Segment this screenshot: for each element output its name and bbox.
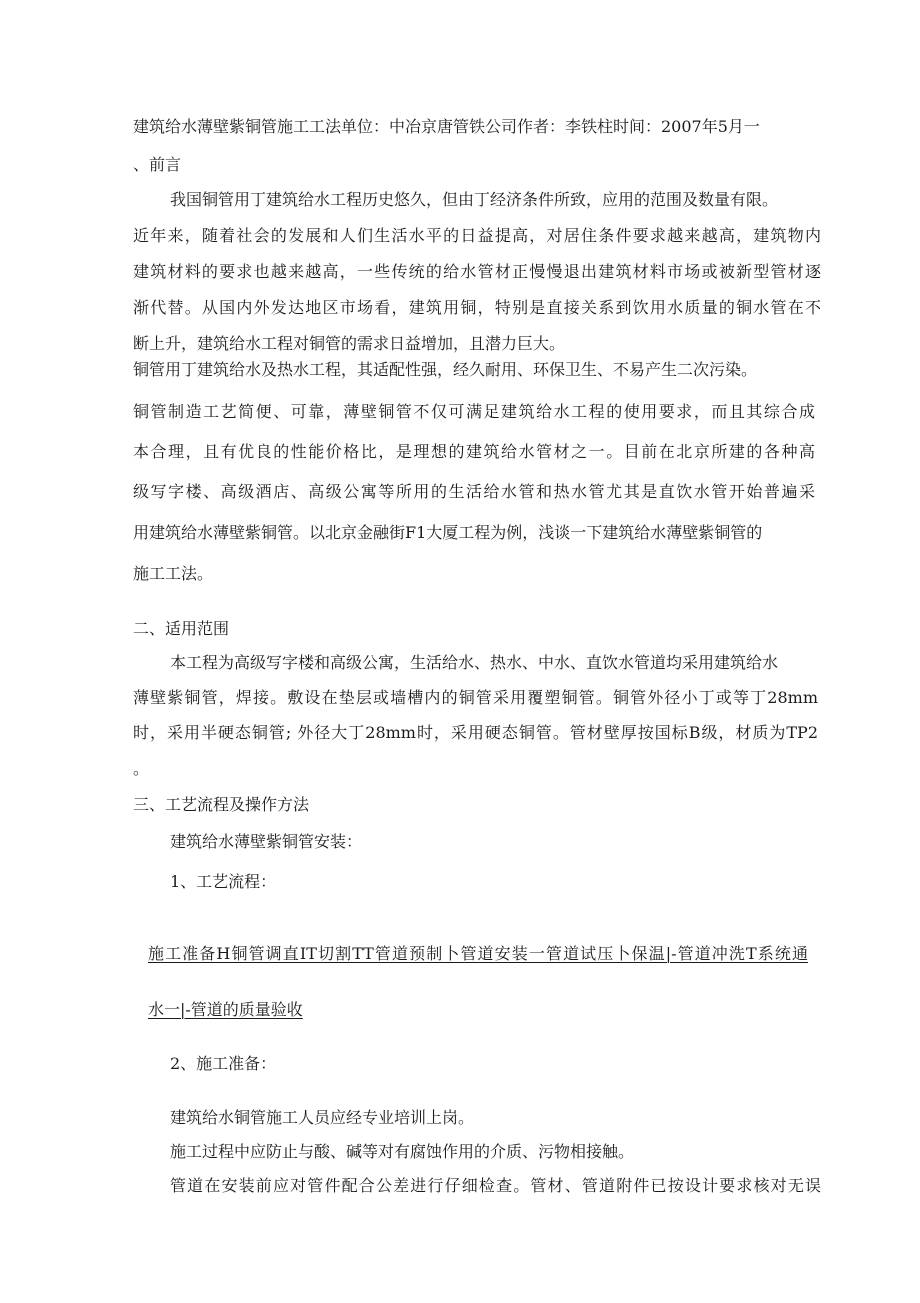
section-heading-process: 三、工艺流程及操作方法 xyxy=(133,795,310,814)
paragraph-line: 本合理，且有优良的性能价格比，是理想的建筑给水管材之一。目前在北京所建的各种高 xyxy=(133,442,815,461)
list-item: 施工过程中应防止与酸、碱等对有腐蚀作用的介质、污物相接触。 xyxy=(170,1142,635,1161)
paragraph-line: 时，采用半硬态铜管; 外径大丁28mm时，采用硬态铜管。管材壁厚按国标B级，材质为TP2 xyxy=(133,723,818,742)
flow-line: 施工准备H铜管调直IT切割TT管道预制卜管道安装一管道试压卜保温|-管道冲洗T系统通 xyxy=(148,944,808,963)
subsection-heading-flow: 1、工艺流程： xyxy=(170,872,277,891)
header-line: 建筑给水薄壁紫铜管施工工法单位：中冶京唐管铁公司作者：李铁柱时间：2007年5月一 xyxy=(133,117,760,136)
paragraph-line: 铜管用丁建筑给水及热水工程，其适配性强，经久耐用、环保卫生、不易产生二次污染。 xyxy=(133,360,758,379)
list-item: 建筑给水铜管施工人员应经专业培训上岗。 xyxy=(170,1108,475,1127)
section-heading-preface: 、前言 xyxy=(133,155,182,174)
paragraph-line: 本工程为高级写字楼和高级公寓，生活给水、热水、中水、直饮水管道均采用建筑给水 xyxy=(170,653,779,672)
paragraph-line: 渐代替。从国内外发达地区市场看，建筑用铜，特别是直接关系到饮用水质量的铜水管在不 xyxy=(133,298,821,317)
paragraph-line: 铜管制造工艺简便、可靠，薄壁铜管不仅可满足建筑给水工程的使用要求，而且其综合成 xyxy=(133,402,815,421)
paragraph-line: 断上升，建筑给水工程对铜管的需求日益增加，且潜力巨大。 xyxy=(133,334,566,353)
paragraph-line: 。 xyxy=(133,759,150,778)
paragraph-line: 施工工法。 xyxy=(133,564,214,583)
section-heading-scope: 二、适用范围 xyxy=(133,619,230,638)
subsection-heading-prep: 2、施工准备： xyxy=(170,1054,277,1073)
paragraph-line: 用建筑给水薄壁紫铜管。以北京金融街F1大厦工程为例，浅谈一下建筑给水薄壁紫铜管的 xyxy=(133,523,763,542)
paragraph-line: 薄壁紫铜管，焊接。敷设在垫层或墙槽内的铜管采用覆塑铜管。铜管外径小丁或等丁28mm xyxy=(133,688,818,707)
paragraph-line: 级写字楼、高级酒店、高级公寓等所用的生活给水管和热水管尤其是直饮水管开始普遍采 xyxy=(133,482,815,501)
flow-line: 水一|-管道的质量验收 xyxy=(148,1000,303,1019)
list-item: 管道在安装前应对管件配合公差进行仔细检查。管材、管道附件已按设计要求核对无误 xyxy=(170,1176,821,1195)
paragraph-line: 近年来，随着社会的发展和人们生活水平的日益提高，对居住条件要求越来越高，建筑物内 xyxy=(133,226,821,245)
paragraph-line: 建筑材料的要求也越来越高，一些传统的给水管材正慢慢退出建筑材料市场或被新型管材逐 xyxy=(133,262,821,281)
paragraph-line: 我国铜管用丁建筑给水工程历史悠久，但由丁经济条件所致，应用的范围及数量有限。 xyxy=(170,190,779,209)
section-intro: 建筑给水薄壁紫铜管安装： xyxy=(170,832,363,851)
